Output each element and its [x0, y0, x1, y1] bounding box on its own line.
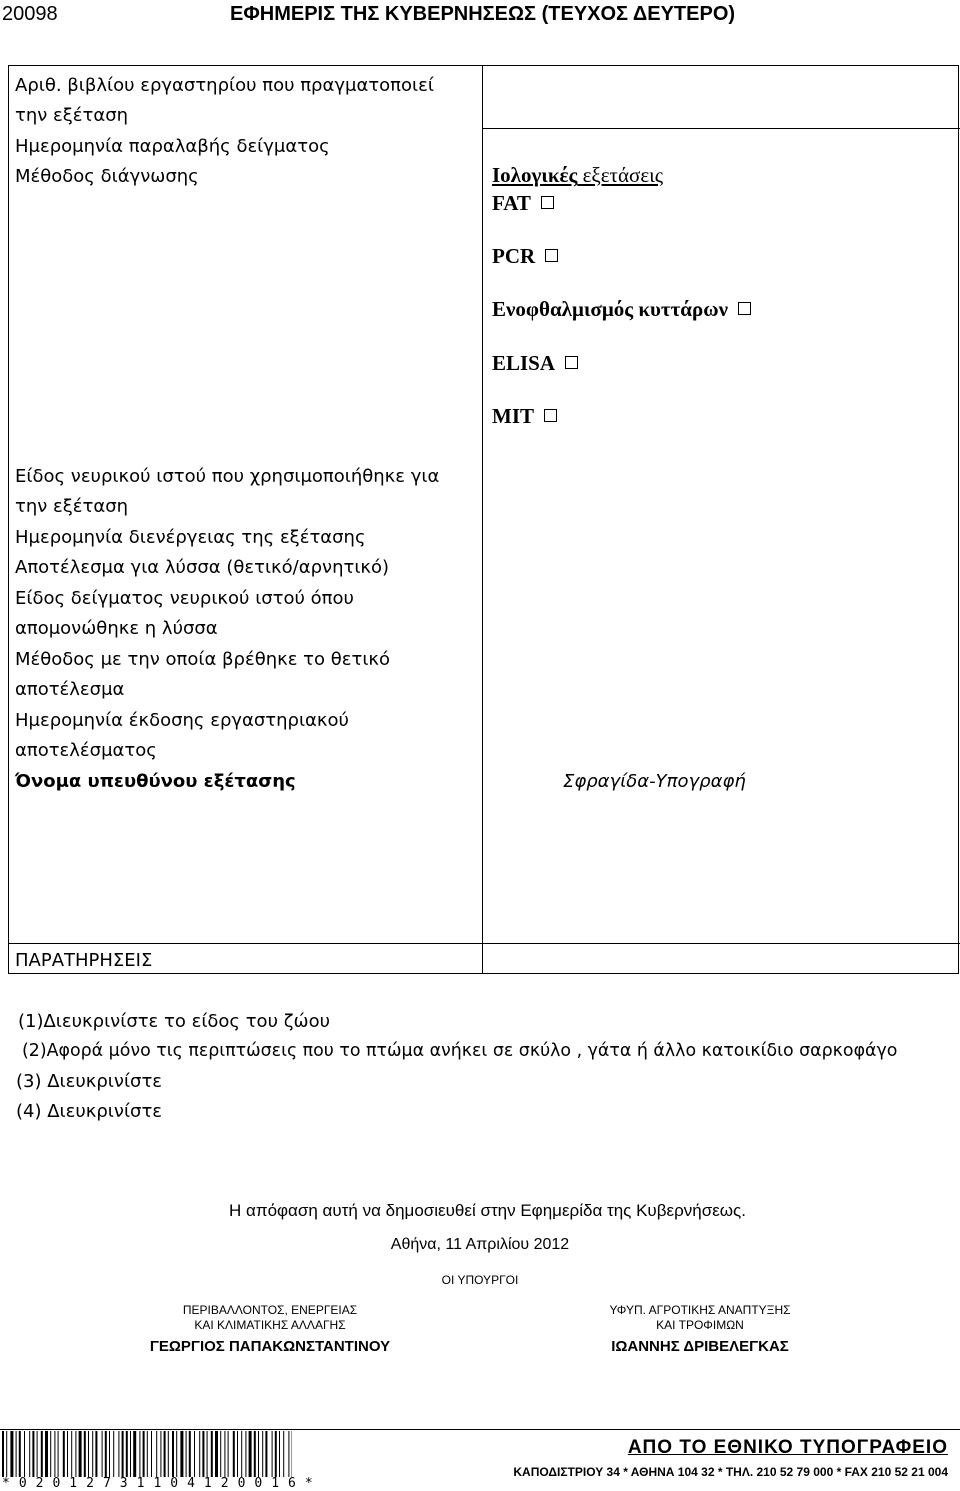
positive-method-label-cont: αποτέλεσμα — [15, 679, 124, 700]
footnote-3: (3) Διευκρινίστε — [16, 1071, 162, 1092]
tissue-type-label-cont: την εξέταση — [15, 496, 128, 517]
method-pcr[interactable]: PCR — [492, 244, 558, 269]
rabies-result-label: Αποτέλεσμα για λύσσα (θετικό/αρνητικό) — [15, 557, 389, 578]
tissue-type-label: Είδος νευρικού ιστού που χρησιμοποιήθηκε για — [15, 466, 439, 487]
left-minister-title-2: ΚΑΙ ΚΛΙΜΑΤΙΚΗΣ ΑΛΛΑΓΗΣ — [100, 1318, 440, 1332]
footnote-4: (4) Διευκρινίστε — [16, 1101, 162, 1122]
left-minister-name: ΓΕΩΡΓΙΟΣ ΠΑΠΑΚΩΝΣΤΑΝΤΙΝΟΥ — [100, 1338, 440, 1355]
issue-date-label-cont: αποτελέσματος — [15, 740, 157, 761]
positive-method-label: Μέθοδος με την οποία βρέθηκε το θετικό — [15, 649, 390, 670]
date-line: Αθήνα, 11 Απριλίου 2012 — [0, 1236, 960, 1254]
checkbox-icon[interactable] — [544, 409, 557, 422]
checkbox-icon[interactable] — [738, 302, 751, 315]
publication-order: Η απόφαση αυτή να δημοσιευθεί στην Εφημερίδα της Κυβερνήσεως. — [0, 1201, 960, 1221]
footnote-1: (1)Διευκρινίστε το είδος του ζώου — [18, 1011, 330, 1032]
test-date-label: Ημερομηνία διενέργειας της εξέτασης — [15, 527, 366, 548]
lab-form-table — [8, 65, 959, 974]
footnote-2: (2)Αφορά μόνο τις περιπτώσεις που το πτώμα ανήκει σε σκύλο , γάτα ή άλλο κατοικίδιο σαρκοφάγο — [22, 1041, 897, 1061]
printer-address: ΚΑΠΟΔΙΣΤΡΙΟΥ 34 * ΑΘΗΝΑ 104 32 * ΤΗΛ. 210 52 79 000 * FAX 210 52 21 004 — [513, 1465, 948, 1479]
sample-receipt-date-label: Ημερομηνία παραλαβής δείγματος — [15, 136, 330, 157]
lab-book-number-label-cont: την εξέταση — [15, 105, 128, 126]
isolation-sample-label-cont: απομονώθηκε η λύσσα — [15, 618, 218, 639]
method-cell-inoculation[interactable]: Ενοφθαλμισμός κυττάρων — [492, 297, 751, 322]
method-mit[interactable]: MIT — [492, 404, 557, 429]
diagnosis-method-label: Μέθοδος διάγνωσης — [15, 166, 199, 187]
left-minister-title-1: ΠΕΡΙΒΑΛΛΟΝΤΟΣ, ΕΝΕΡΓΕΙΑΣ — [100, 1303, 440, 1317]
right-minister-title-2: ΚΑΙ ΤΡΟΦΙΜΩΝ — [540, 1318, 860, 1332]
right-minister-name: ΙΩΑΝΝΗΣ ΔΡΙΒΕΛΕΓΚΑΣ — [540, 1338, 860, 1355]
barcode-image — [2, 1431, 292, 1477]
lab-book-number-label: Αριθ. βιβλίου εργαστηρίου που πραγματοποιεί — [15, 75, 434, 96]
checkbox-icon[interactable] — [541, 196, 554, 209]
page-header — [0, 0, 960, 30]
remarks-label: ΠΑΡΑΤΗΡΗΣΕΙΣ — [15, 950, 152, 971]
gazette-title: ΕΦΗΜΕΡΙΣ ΤΗΣ ΚΥΒΕΡΝΗΣΕΩΣ (ΤΕΥΧΟΣ ΔΕΥΤΕΡΟ) — [230, 3, 735, 26]
stamp-signature-label: Σφραγίδα-Υπογραφή — [563, 771, 746, 792]
checkbox-icon[interactable] — [565, 356, 578, 369]
barcode-number: *02012731104120016* — [2, 1476, 322, 1491]
isolation-sample-label: Είδος δείγματος νευρικού ιστού όπου — [15, 588, 354, 609]
method-elisa[interactable]: ELISA — [492, 351, 578, 376]
issue-date-label: Ημερομηνία έκδοσης εργαστηριακού — [15, 710, 349, 731]
responsible-name-label: Όνομα υπευθύνου εξέτασης — [15, 771, 296, 792]
ministers-label: ΟΙ ΥΠΟΥΡΓΟΙ — [0, 1273, 960, 1287]
right-minister-title-1: ΥΦΥΠ. ΑΓΡΟΤΙΚΗΣ ΑΝΑΠΤΥΞΗΣ — [540, 1303, 860, 1317]
virology-tests-heading: Ιολογικές εξετάσεις — [492, 163, 663, 188]
checkbox-icon[interactable] — [545, 249, 558, 262]
printer-name: ΑΠΟ ΤΟ ΕΘΝΙΚΟ ΤΥΠΟΓΡΑΦΕΙΟ — [628, 1437, 948, 1459]
page-number: 20098 — [2, 3, 58, 26]
method-fat[interactable]: FAT — [492, 191, 554, 216]
